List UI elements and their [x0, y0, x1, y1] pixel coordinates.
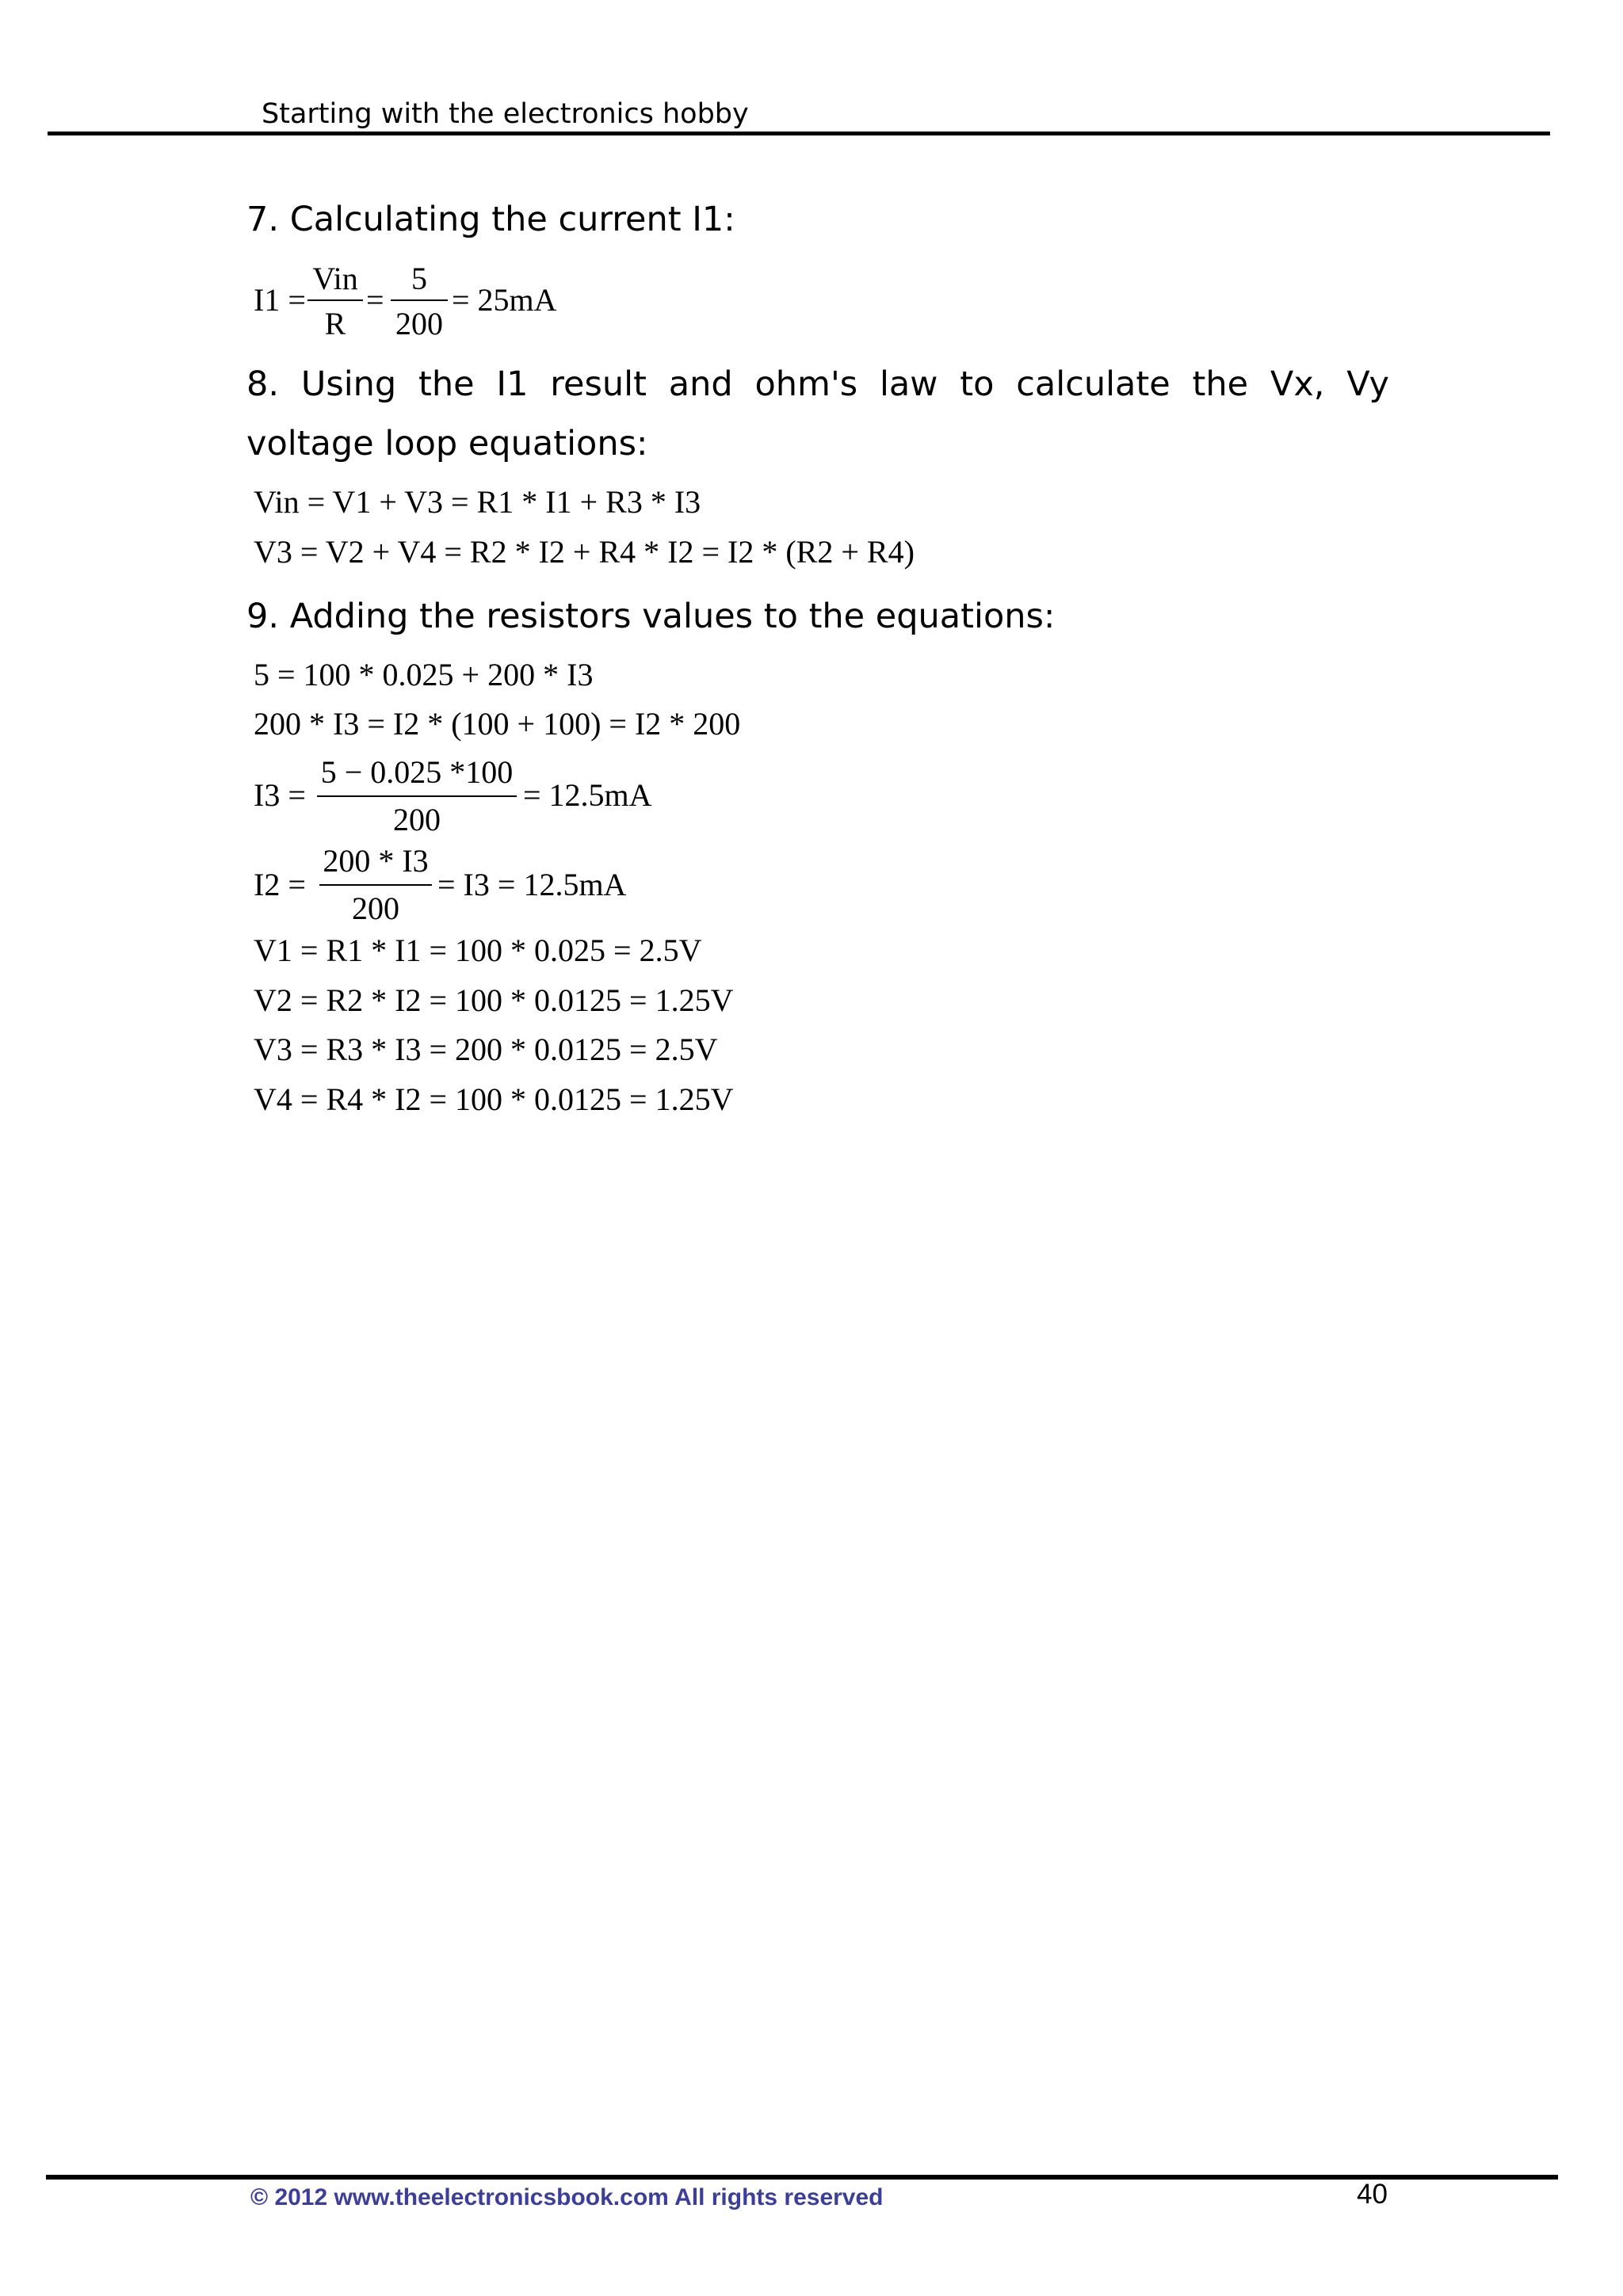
eq-i1-rhs: = 25mA	[452, 282, 557, 318]
running-header: Starting with the electronics hobby	[262, 98, 749, 130]
eq-i2-num: 200 * I3	[323, 843, 429, 879]
fraction-bar	[391, 299, 448, 301]
eq-i1-num1: Vin	[312, 261, 358, 296]
step-9-heading: 9. Adding the resistors values to the equations:	[246, 597, 1056, 636]
fraction-bar	[307, 299, 363, 301]
footer-copyright	[250, 2184, 884, 2211]
eq-i3-den: 200	[393, 802, 441, 837]
eq-i2-rhs: = I3 = 12.5mA	[437, 867, 627, 902]
eq-i3-rhs: = 12.5mA	[523, 777, 652, 813]
footer-rule	[46, 2175, 1558, 2180]
fraction-bar	[319, 884, 432, 886]
eq-v4-result: V4 = R4 * I2 = 100 * 0.0125 = 1.25V	[254, 1081, 734, 1117]
eq-i3-lhs: I3 =	[254, 777, 306, 813]
eq-i1-den2: 200	[395, 306, 443, 341]
page-number: 40	[1357, 2179, 1388, 2210]
eq-i2-lhs: I2 =	[254, 867, 306, 902]
step-7-heading: 7. Calculating the current I1:	[246, 200, 735, 239]
eq-v1-result: V1 = R1 * I1 = 100 * 0.025 = 2.5V	[254, 933, 702, 968]
fraction-bar	[317, 795, 517, 797]
footer-rights: All rights reserved	[674, 2184, 884, 2210]
eq-v3-result: V3 = R3 * I3 = 200 * 0.0125 = 2.5V	[254, 1032, 718, 1067]
eq-v2-result: V2 = R2 * I2 = 100 * 0.0125 = 1.25V	[254, 982, 734, 1018]
eq-i3-num: 5 − 0.025 *100	[320, 754, 514, 790]
eq-vin-loop: Vin = V1 + V3 = R1 * I1 + R3 * I3	[254, 484, 701, 520]
eq-substitution-1: 5 = 100 * 0.025 + 200 * I3	[254, 657, 594, 692]
eq-i1-num2: 5	[411, 261, 427, 296]
eq-i2-den: 200	[352, 891, 399, 926]
header-rule	[48, 132, 1550, 135]
eq-substitution-2: 200 * I3 = I2 * (100 + 100) = I2 * 200	[254, 706, 741, 742]
eq-i1-den1: R	[324, 306, 346, 341]
eq-i1-mid: =	[366, 282, 384, 318]
eq-v3-loop: V3 = V2 + V4 = R2 * I2 + R4 * I2 = I2 * (R2 + R4)	[254, 534, 915, 570]
footer-copyright-link[interactable]: © 2012 www.theelectronicsbook.com	[250, 2184, 669, 2210]
step-8-heading: 8. Using the I1 result and ohm's law to calculate the Vx, Vy voltage loop equations:	[246, 364, 1389, 463]
eq-i1-lhs: I1 =	[254, 282, 306, 318]
